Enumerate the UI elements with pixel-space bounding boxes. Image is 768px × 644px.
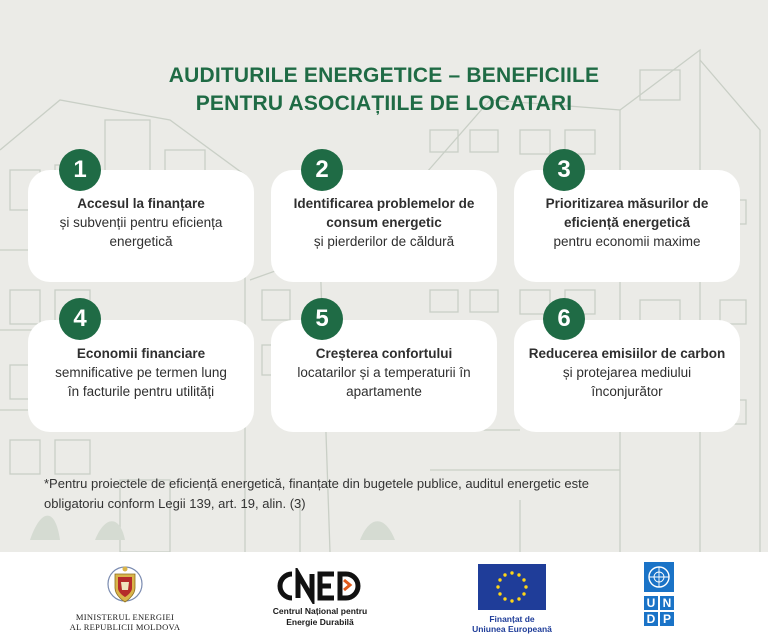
title-line-1: AUDITURILE ENERGETICE – BENEFICIILE: [168, 64, 600, 87]
coat-of-arms-icon: [106, 562, 144, 608]
benefit-card-4-text: în facturile pentru utilități: [67, 384, 215, 399]
benefit-number-6: 6: [543, 298, 585, 340]
benefit-card-6: [514, 320, 740, 432]
footnote-line-2: obligatoriu conform Legii 139, art. 19, alin. (3): [44, 496, 306, 511]
cned-line-1: Centrul Național pentru: [272, 606, 368, 616]
cned-logo: [274, 568, 368, 604]
benefit-card-5-bold: Creșterea confortului: [315, 346, 453, 361]
benefit-card-2-text: și pierderilor de căldură: [313, 234, 455, 249]
benefit-card-3-text: pentru economii maxime: [553, 234, 701, 249]
benefit-number-2: 2: [301, 149, 343, 191]
benefit-number-3: 3: [543, 149, 585, 191]
benefit-card-1: [28, 170, 254, 282]
ministry-line-2: AL REPUBLICII MOLDOVA: [69, 622, 181, 632]
benefit-number-4: 4: [59, 298, 101, 340]
cned-line-2: Energie Durabilă: [286, 617, 354, 627]
benefit-card-2-bold: Identificarea problemelor de: [293, 196, 475, 211]
cned-name: [262, 606, 378, 628]
benefit-card-5: [271, 320, 497, 432]
benefit-number-5: 5: [301, 298, 343, 340]
eu-line-1: Finanțat de: [489, 614, 535, 624]
page-title: [0, 62, 768, 118]
benefit-card-3: [514, 170, 740, 282]
undp-logo: [641, 562, 677, 636]
undp-letter-n: N: [660, 596, 674, 610]
ministry-name: [60, 612, 190, 632]
benefit-card-3-bold: Prioritizarea măsurilor de: [545, 196, 709, 211]
benefit-card-1-text: și subvenții pentru eficiența: [59, 215, 223, 230]
legal-footnote: [44, 474, 734, 514]
benefit-card-6-bold: Reducerea emisiilor de carbon: [528, 346, 726, 361]
benefit-card-6-text: și protejarea mediului: [562, 365, 692, 380]
undp-letter-p: P: [660, 612, 674, 626]
partner-logos-footer: [0, 552, 768, 644]
eu-flag-icon: [478, 564, 546, 610]
benefit-card-4-text: semnificative pe termen lung: [55, 365, 227, 380]
benefit-number-1: 1: [59, 149, 101, 191]
benefit-card-4: [28, 320, 254, 432]
title-line-2: PENTRU ASOCIAȚIILE DE LOCATARI: [195, 92, 573, 115]
benefit-card-4-bold: Economii financiare: [76, 346, 206, 361]
footnote-line-1: *Pentru proiectele de eficiență energetică, finanțate din bugetele publice, auditul energetic este: [44, 476, 589, 491]
eu-line-2: Uniunea Europeană: [472, 624, 552, 634]
undp-letter-u: U: [644, 596, 658, 610]
undp-letter-d: D: [644, 612, 658, 626]
benefit-card-1-text: energetică: [109, 234, 173, 249]
ministry-line-1: MINISTERUL ENERGIEI: [75, 612, 175, 622]
benefit-card-5-text: locatarilor și a temperaturii în: [297, 365, 471, 380]
benefit-card-1-bold: Accesul la finanțare: [77, 196, 205, 211]
benefit-card-6-text: înconjurător: [591, 384, 663, 399]
benefit-card-3-bold: eficiență energetică: [563, 215, 691, 230]
benefit-card-5-text: apartamente: [346, 384, 422, 399]
un-emblem-icon: [644, 562, 674, 592]
eu-funding-label: [462, 614, 562, 634]
benefit-card-2-bold: consum energetic: [326, 215, 442, 230]
benefit-card-2: [271, 170, 497, 282]
